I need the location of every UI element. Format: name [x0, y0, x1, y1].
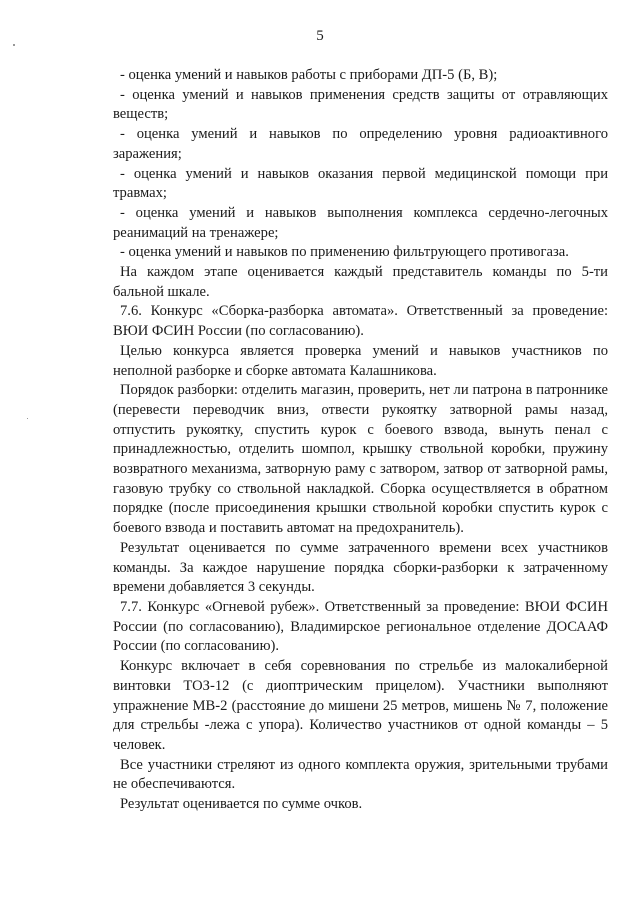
- list-item: - оценка умений и навыков работы с приборами ДП-5 (Б, В);: [120, 67, 498, 83]
- paragraph: Результат оценивается по сумме затраченного времени всех участников команды. За каждое нарушение порядка сборки-разборки к затраченному времени добавляется 3 секунды.: [113, 539, 608, 596]
- paragraph: Результат оценивается по сумме очков.: [120, 796, 363, 813]
- paragraph: На каждом этапе оценивается каждый представитель команды по 5-ти бальной шкале.: [113, 264, 608, 300]
- paragraph: Порядок разборки: отделить магазин, проверить, нет ли патрона в патроннике (перевести переводчик вниз, отвести рукоятку затворной рамы назад, отпустить рукоятку, спустить курок с боевого взвода, вынуть пенал с принадлежностью, отделить шомпол, крышку ствольной коробки, пружину возвратного механизма, затворную раму с затвором, затвор от затворной рамы, газовую трубку со ствольной накладкой. Сборка осуществляется в обратном порядке (после присоединения крышки ствольной коробки спустить курок с боевого взвода и поставить автомат на предохранитель).: [113, 382, 608, 537]
- scan-speck: [27, 418, 28, 419]
- list-item: - оценка умений и навыков оказания первой медицинской помощи при травмах;: [113, 165, 608, 202]
- list-item: - оценка умений и навыков по определению уровня радиоактивного заражения;: [113, 126, 608, 162]
- page-number: 5: [316, 28, 324, 44]
- section-heading-paragraph: 7.7. Конкурс «Огневой рубеж». Ответственный за проведение: ВЮИ ФСИН России (по согласованию), Владимирское региональное отделение ДОСААФ России (по согласованию).: [113, 598, 608, 655]
- list-item: - оценка умений и навыков выполнения комплекса сердечно-легочных реанимаций на тренажере;: [113, 204, 608, 241]
- list-item: - оценка умений и навыков применения средств защиты от отравляющих веществ;: [113, 86, 608, 123]
- paragraph: Все участники стреляют из одного комплекта оружия, зрительными трубами не обеспечиваются.: [113, 756, 608, 793]
- list-item: - оценка умений и навыков по применению фильтрующего противогаза.: [120, 244, 569, 261]
- section-heading-paragraph: 7.6. Конкурс «Сборка-разборка автомата». Ответственный за проведение: ВЮИ ФСИН России (по согласованию).: [113, 303, 608, 340]
- document-body: [113, 66, 608, 815]
- paragraph: Конкурс включает в себя соревнования по стрельбе из малокалиберной винтовки ТОЗ-12 (с диоптрическим прицелом). Участники выполняют упражнение МВ-2 (расстояние до мишени 25 метров, мишень № 7, положение для стрельбы -лежа с упора). Количество участников от одной команды – 5 человек.: [113, 658, 608, 753]
- paragraph: Целью конкурса является проверка умений и навыков участников по неполной разборке и сборке автомата Калашникова.: [113, 342, 608, 379]
